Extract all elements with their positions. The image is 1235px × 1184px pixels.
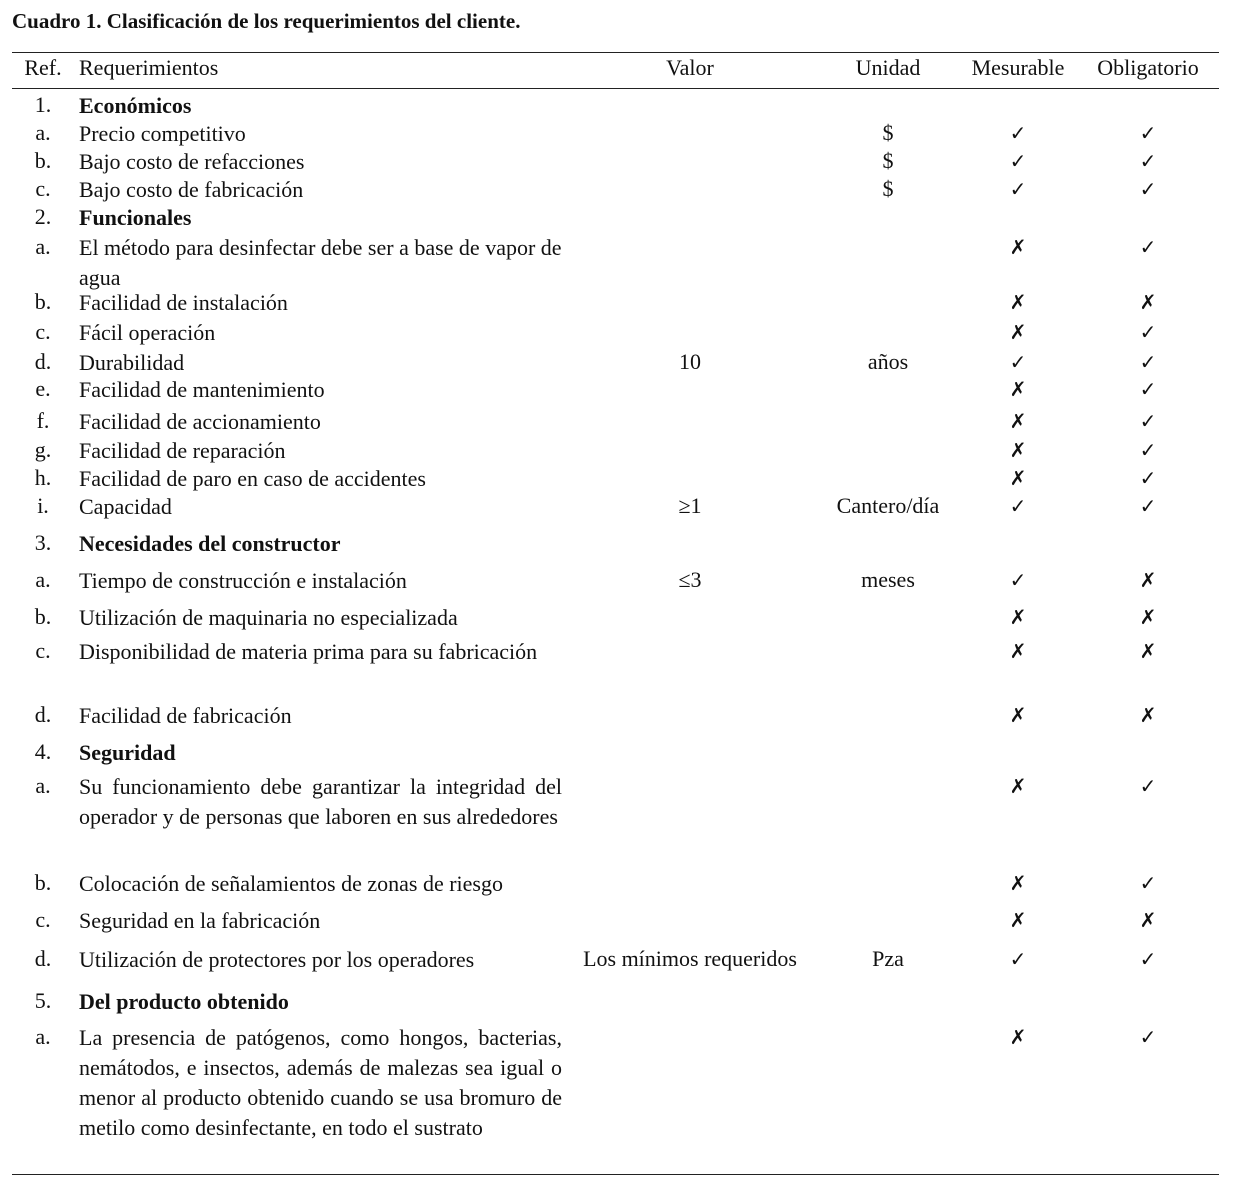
- obligatorio-mark: ✓: [1139, 947, 1157, 971]
- table-caption: Cuadro 1. Clasificación de los requerimientos del cliente.: [12, 9, 521, 33]
- mesurable-mark: ✗: [1009, 320, 1027, 344]
- header-valor: Valor: [666, 55, 714, 80]
- row-ref: b.: [34, 289, 52, 314]
- mesurable-mark: ✗: [1009, 871, 1027, 895]
- header-rule: [12, 88, 1219, 89]
- unidad-cell: años: [867, 349, 909, 374]
- requirement-text: Facilidad de fabricación: [79, 703, 292, 728]
- requirement-text: Precio competitivo: [79, 121, 246, 146]
- row-ref: a.: [35, 773, 51, 798]
- header-unidad: Unidad: [855, 55, 921, 80]
- obligatorio-mark: ✓: [1139, 177, 1157, 201]
- row-ref: b.: [34, 870, 52, 895]
- obligatorio-mark: ✓: [1139, 494, 1157, 518]
- requirement-text: Utilización de protectores por los operadores: [79, 947, 475, 972]
- valor-cell: 10: [679, 349, 701, 374]
- requirement-text: Fácil operación: [79, 320, 216, 345]
- row-ref: c.: [35, 176, 51, 201]
- requirement-text: Capacidad: [79, 494, 172, 519]
- row-ref: a.: [35, 234, 51, 259]
- obligatorio-mark: ✗: [1139, 908, 1157, 932]
- obligatorio-mark: ✓: [1139, 438, 1157, 462]
- requirement-text: Bajo costo de refacciones: [79, 149, 305, 174]
- mesurable-mark: ✓: [1009, 947, 1027, 971]
- mesurable-mark: ✗: [1009, 438, 1027, 462]
- row-ref: c.: [35, 319, 51, 344]
- requirement-text: El método para desinfectar debe ser a base de vapor de agua: [79, 235, 562, 290]
- mesurable-mark: ✗: [1009, 290, 1027, 314]
- unidad-cell: meses: [861, 567, 915, 592]
- mesurable-mark: ✗: [1009, 908, 1027, 932]
- row-ref: d.: [34, 349, 52, 374]
- bottom-rule: [12, 1174, 1219, 1175]
- obligatorio-mark: ✗: [1139, 639, 1157, 663]
- requirement-text: Seguridad en la fabricación: [79, 908, 321, 933]
- mesurable-mark: ✗: [1009, 639, 1027, 663]
- valor-cell: ≥1: [678, 493, 702, 518]
- obligatorio-mark: ✓: [1139, 149, 1157, 173]
- row-ref: 2.: [34, 204, 52, 229]
- row-ref: c.: [35, 907, 51, 932]
- mesurable-mark: ✗: [1009, 774, 1027, 798]
- unidad-cell: $: [882, 176, 894, 201]
- mesurable-mark: ✓: [1009, 121, 1027, 145]
- requirement-text: Su funcionamiento debe garantizar la integridad del operador y de personas que laboren en sus alrededores: [79, 774, 562, 829]
- obligatorio-mark: ✓: [1139, 235, 1157, 259]
- valor-cell: Los mínimos requeridos: [583, 946, 797, 971]
- mesurable-mark: ✗: [1009, 235, 1027, 259]
- obligatorio-mark: ✗: [1139, 568, 1157, 592]
- unidad-cell: Pza: [872, 946, 904, 971]
- row-ref: a.: [35, 120, 51, 145]
- mesurable-mark: ✗: [1009, 1025, 1027, 1049]
- obligatorio-mark: ✓: [1139, 774, 1157, 798]
- requirement-text: La presencia de patógenos, como hongos, bacterias, nemátodos, e insectos, además de malezas sea igual o menor al producto obtenido cuando se usa bromuro de metilo como desinfectante, en todo el sustrato: [79, 1025, 562, 1140]
- mesurable-mark: ✗: [1009, 466, 1027, 490]
- header-requerimientos: Requerimientos: [79, 55, 219, 80]
- requirement-text: Facilidad de reparación: [79, 438, 286, 463]
- obligatorio-mark: ✓: [1139, 350, 1157, 374]
- row-ref: g.: [34, 437, 52, 462]
- row-ref: 1.: [34, 92, 52, 117]
- row-ref: d.: [34, 702, 52, 727]
- obligatorio-mark: ✓: [1139, 871, 1157, 895]
- obligatorio-mark: ✗: [1139, 290, 1157, 314]
- valor-cell: ≤3: [678, 567, 702, 592]
- requirement-text: Económicos: [79, 93, 192, 118]
- requirement-text: Facilidad de mantenimiento: [79, 377, 325, 402]
- requirement-text: Utilización de maquinaria no especializada: [79, 605, 458, 630]
- header-obligatorio: Obligatorio: [1097, 55, 1199, 80]
- obligatorio-mark: ✓: [1139, 1025, 1157, 1049]
- requirement-text: Durabilidad: [79, 350, 185, 375]
- row-ref: d.: [34, 946, 52, 971]
- requirement-text: Del producto obtenido: [79, 989, 289, 1014]
- row-ref: 5.: [34, 988, 52, 1013]
- requirement-text: Tiempo de construcción e instalación: [79, 568, 407, 593]
- row-ref: b.: [34, 604, 52, 629]
- row-ref: f.: [36, 408, 50, 433]
- row-ref: h.: [34, 465, 52, 490]
- requirement-text: Necesidades del constructor: [79, 531, 341, 556]
- row-ref: 3.: [34, 530, 52, 555]
- requirement-text: Facilidad de paro en caso de accidentes: [79, 466, 426, 491]
- header-ref: Ref.: [24, 55, 62, 80]
- mesurable-mark: ✗: [1009, 605, 1027, 629]
- requirement-text: Seguridad: [79, 740, 176, 765]
- row-ref: e.: [35, 376, 51, 401]
- obligatorio-mark: ✗: [1139, 605, 1157, 629]
- obligatorio-mark: ✓: [1139, 466, 1157, 490]
- row-ref: b.: [34, 148, 52, 173]
- row-ref: i.: [37, 493, 49, 518]
- mesurable-mark: ✗: [1009, 377, 1027, 401]
- unidad-cell: $: [882, 148, 894, 173]
- obligatorio-mark: ✓: [1139, 409, 1157, 433]
- unidad-cell: $: [882, 120, 894, 145]
- requirement-text: Facilidad de instalación: [79, 290, 288, 315]
- row-ref: a.: [35, 1024, 51, 1049]
- obligatorio-mark: ✗: [1139, 703, 1157, 727]
- mesurable-mark: ✗: [1009, 703, 1027, 727]
- obligatorio-mark: ✓: [1139, 320, 1157, 344]
- mesurable-mark: ✓: [1009, 149, 1027, 173]
- requirement-text: Disponibilidad de materia prima para su fabricación: [79, 639, 538, 664]
- mesurable-mark: ✓: [1009, 568, 1027, 592]
- requirement-text: Funcionales: [79, 205, 192, 230]
- mesurable-mark: ✗: [1009, 409, 1027, 433]
- unidad-cell: Cantero/día: [836, 493, 940, 518]
- top-rule: [12, 52, 1219, 53]
- header-mesurable: Mesurable: [971, 55, 1065, 80]
- row-ref: a.: [35, 567, 51, 592]
- obligatorio-mark: ✓: [1139, 121, 1157, 145]
- mesurable-mark: ✓: [1009, 350, 1027, 374]
- mesurable-mark: ✓: [1009, 177, 1027, 201]
- row-ref: c.: [35, 638, 51, 663]
- mesurable-mark: ✓: [1009, 494, 1027, 518]
- requirement-text: Bajo costo de fabricación: [79, 177, 304, 202]
- requirement-text: Colocación de señalamientos de zonas de riesgo: [79, 871, 503, 896]
- obligatorio-mark: ✓: [1139, 377, 1157, 401]
- row-ref: 4.: [34, 739, 52, 764]
- requirement-text: Facilidad de accionamiento: [79, 409, 321, 434]
